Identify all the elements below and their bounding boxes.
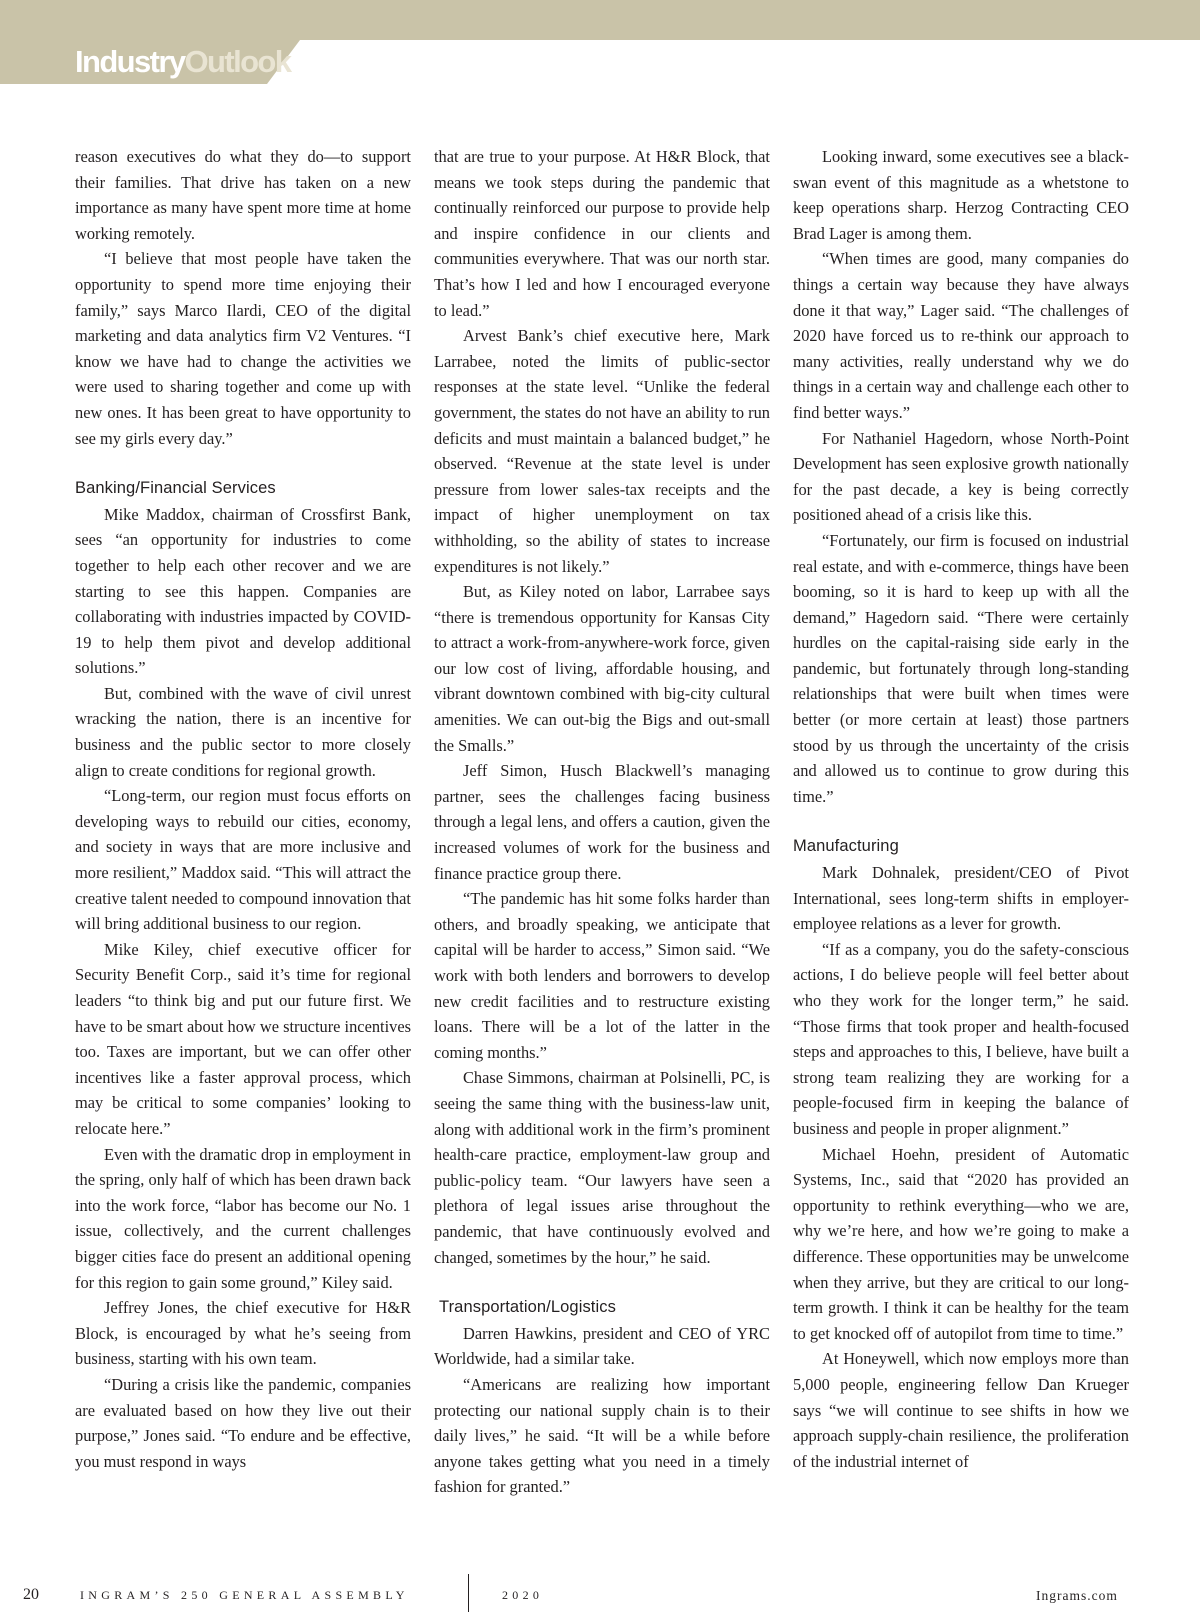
section-heading-banking: Banking/Financial Services [75,479,276,498]
publication-name: INGRAM’S 250 GENERAL ASSEMBLY [80,1588,409,1602]
page-footer [0,1586,1200,1610]
article-column-1 [75,144,411,1474]
paragraph: “Fortunately, our firm is focused on industrial real estate, and with e-commerce, things have been booming, so it is hard to keep up with all the demand,” Hagedorn said. “There were certainly hurdles on the capital-raising side early in the pandemic, but fortunately through long-standing relationships that were built when times were better (or more certain at least) those partners stood by us through the uncertainty of the crisis and allowed us to continue to grow during this time.” [793,530,1129,806]
section-heading-manufacturing: Manufacturing [793,837,899,856]
paragraph: Chase Simmons, chairman at Polsinelli, PC, is seeing the same thing with the business-law unit, along with additional work in the firm’s prominent health-care practice, employment-law group and public-policy team. “Our lawyers have seen a plethora of legal issues arise throughout the pandemic, that have continuously evolved and changed, sometimes by the hour,” he said. [434,1068,770,1267]
paragraph: “I believe that most people have taken the opportunity to spend more time enjoying their family,” says Marco Ilardi, CEO of the digital marketing and data analytics firm V2 Ventures. “I know we have had to change the activities we were used to sharing together and come up with new ones. It has been great to have opportunity to see my girls every day.” [75,249,411,448]
paragraph: “Long-term, our region must focus efforts on developing ways to rebuild our cities, economy, and society in ways that are more inclusive and more resilient,” Maddox said. “This will attract the creative talent needed to compound innovation that will bring additional business to our region. [75,786,411,934]
paragraph: “Americans are realizing how important protecting our national supply chain is to their daily lives,” he said. “It will be a while before anyone takes getting what you need in a timely fashion for granted.” [434,1374,770,1497]
website-url: Ingrams.com [1036,1588,1118,1603]
paragraph: reason executives do what they do—to support their families. That drive has taken on a new importance as many have spent more time at home working remotely. [75,147,411,243]
paragraph: Arvest Bank’s chief executive here, Mark Larrabee, noted the limits of public-sector responses at the state level. “Unlike the federal government, the states do not have an ability to run deficits and must maintain a balanced budget,” he observed. “Revenue at the state level is under pressure from lower sales-tax receipts and the impact of higher unemployment on tax withholding, so the ability of states to increase expenditures is not likely.” [434,326,770,576]
paragraph: “During a crisis like the pandemic, companies are evaluated based on how they live out their purpose,” Jones said. “To endure and be effective, you must respond in ways [75,1374,411,1471]
paragraph: Mike Maddox, chairman of Crossfirst Bank, sees “an opportunity for industries to come together to help each other recover and we are starting to see this happen. Companies are collaborating with industries impacted by COVID-19 to help them pivot and develop additional solutions.” [75,504,411,678]
paragraph: Even with the dramatic drop in employment in the spring, only half of which has been drawn back into the work force, “labor has become our No. 1 issue, collectively, and the current challenges bigger cities face do present an additional opening for this region to gain some ground,” Kiley said. [75,1144,411,1292]
section-heading-transportation: Transportation/Logistics [439,1298,616,1317]
paragraph: Jeff Simon, Husch Blackwell’s managing partner, sees the challenges facing business through a legal lens, and offers a caution, given the increased volumes of work for the business and finance practice group there. [434,761,770,883]
paragraph: For Nathaniel Hagedorn, whose North-Point Development has seen explosive growth nationally for the past decade, a key is being correctly positioned ahead of a crisis like this. [793,428,1129,525]
paragraph: that are true to your purpose. At H&R Block, that means we took steps during the pandemic that continually reinforced our purpose to provide help and inspire confidence in our clients and communities everywhere. That was our north star. That’s how I led and how I encouraged everyone to lead.” [434,147,770,320]
paragraph: Looking inward, some executives see a black-swan event of this magnitude as a whetstone to keep operations sharp. Herzog Contracting CEO Brad Lager is among them. [793,147,1129,243]
paragraph: “The pandemic has hit some folks harder than others, and broadly speaking, we anticipate that capital will be harder to access,” Simon said. “We work with both lenders and borrowers to develop new credit facilities and to restructure existing loans. There will be a lot of the latter in the coming months.” [434,889,770,1062]
paragraph: Michael Hoehn, president of Automatic Systems, Inc., said that “2020 has provided an opportunity to rethink everything—who we are, why we’re here, and how we’re going to make a difference. These opportunities may be unwelcome when they arrive, but they are critical to our long-term growth. I think it can be healthy for the team to get knocked off of autopilot from time to time.” [793,1144,1129,1343]
footer-divider [468,1574,469,1612]
paragraph: But, as Kiley noted on labor, Larrabee says “there is tremendous opportunity for Kansas City to attract a work-from-anywhere-work force, given our low cost of living, affordable housing, and vibrant downtown combined with big-city cultural amenities. We can out-big the Bigs and out-small the Smalls.” [434,582,770,755]
section-title [75,42,290,82]
paragraph: “If as a company, you do the safety-conscious actions, I do believe people will feel better about who they work for the longer term,” he said. “Those firms that took proper and health-focused steps and approaches to this, I believe, have built a strong team realizing they are working for a people-focused firm in keeping the balance of business and people in proper alignment.” [793,939,1129,1138]
header-band [0,0,1200,40]
section-title-word-1: Industry [75,44,185,79]
article-column-2 [434,144,770,1500]
paragraph: At Honeywell, which now employs more than 5,000 people, engineering fellow Dan Krueger says “we will continue to see shifts in how we approach supply-chain resilience, the proliferation of the industrial internet of [793,1349,1129,1471]
paragraph: Mike Kiley, chief executive officer for Security Benefit Corp., said it’s time for regional leaders “to think big and put our future first. We have to be smart about how we structure incentives too. Taxes are important, but we can offer other incentives like a faster approval process, which may be critical to some companies’ looking to relocate here.” [75,939,411,1138]
paragraph: But, combined with the wave of civil unrest wracking the nation, there is an incentive for business and the public sector to more closely align to create conditions for regional growth. [75,683,411,780]
paragraph: “When times are good, many companies do things a certain way because they have always done it that way,” Lager said. “The challenges of 2020 have forced us to re-think our approach to many activities, really understand why we do things in a certain way and challenge each other to find better ways.” [793,249,1129,422]
page-number: 20 [23,1586,39,1603]
paragraph: Jeffrey Jones, the chief executive for H&R Block, is encouraged by what he’s seeing from business, starting with his own team. [75,1298,411,1369]
publication-year: 2020 [502,1588,544,1602]
paragraph: Darren Hawkins, president and CEO of YRC Worldwide, had a similar take. [434,1323,770,1369]
article-column-3 [793,144,1129,1474]
paragraph: Mark Dohnalek, president/CEO of Pivot International, sees long-term shifts in employer-employee relations as a lever for growth. [793,863,1129,934]
section-title-word-2: Outlook [184,44,291,79]
